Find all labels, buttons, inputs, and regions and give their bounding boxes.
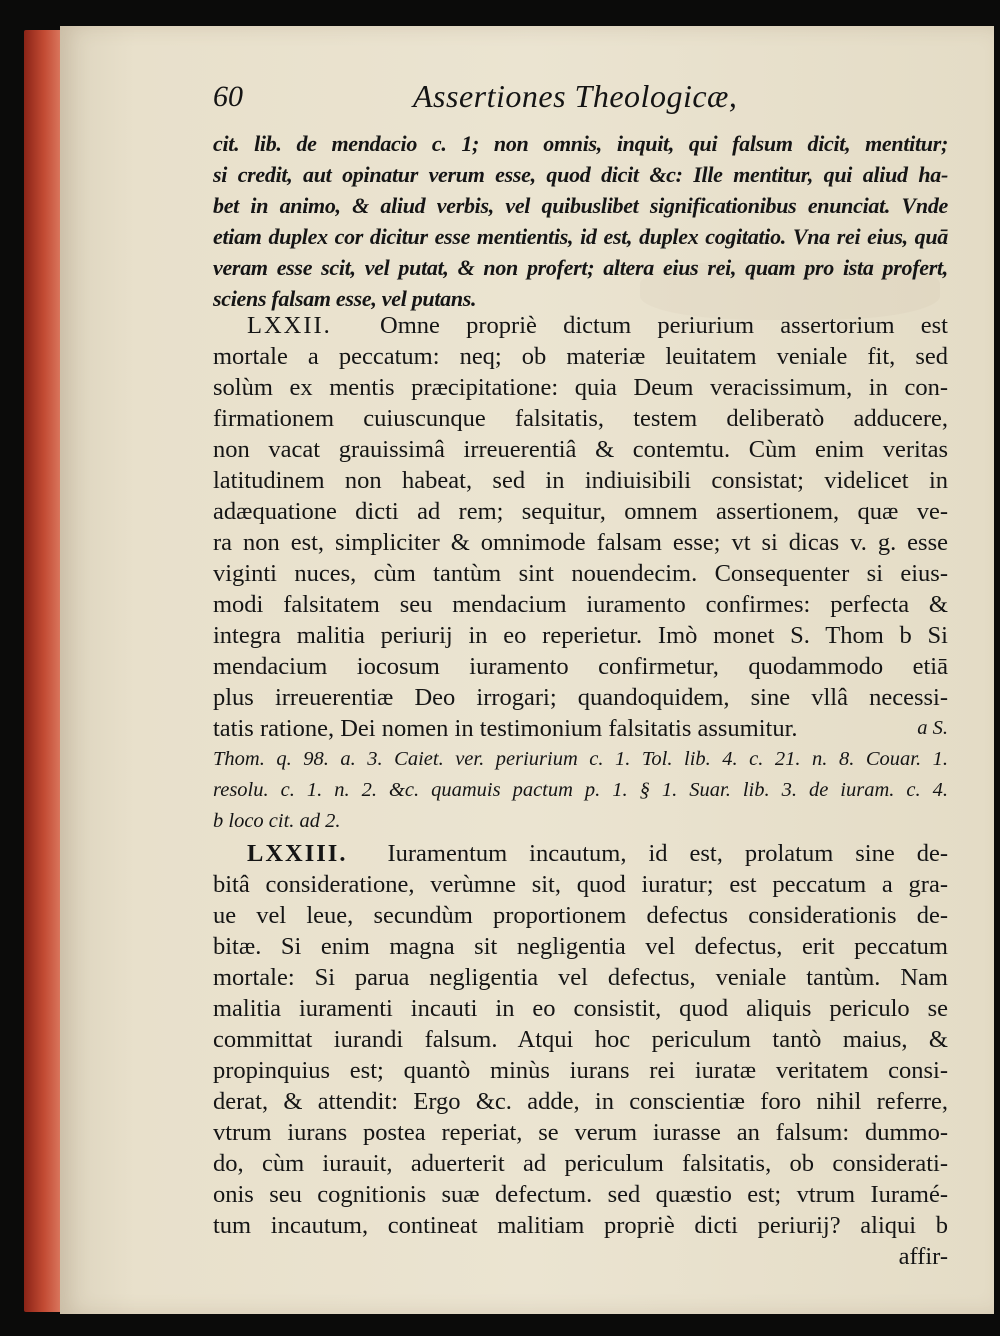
section-lxxiii [213,838,948,1272]
page-header [213,78,973,122]
text-line: latitudinem non habeat, sed in indiuisibili consistat; videlicet in [213,467,948,494]
text-line: derat, & attendit: Ergo &c. adde, in conscientiæ foro nihil referre, [213,1088,948,1115]
running-title: Assertiones Theologicæ, [413,78,738,114]
page-number: 60 [213,80,243,113]
text-line: integra malitia periurij in eo reperietur. Imò monet S. Thom b Si [213,622,948,649]
text-line: cit. lib. de mendacio c. 1; non omnis, inquit, qui falsum dicit, mentitur; [213,131,948,156]
text-line: modi falsitatem seu mendacium iuramento confirmes: perfecta & [213,591,948,618]
text-line: propinquius est; quantò minùs iurans rei iuratæ veritatem consi- [213,1057,948,1084]
text-line: mortale: Si parua negligentia vel defectus, veniale tantùm. Nam [213,964,948,991]
text-line: firmationem cuiuscunque falsitatis, testem deliberatò adducere, [213,405,948,432]
catchword: affir- [898,1243,948,1270]
text-line: si credit, aut opinatur verum esse, quod dicit &c: Ille mentitur, qui aliud ha- [213,162,948,187]
text-line: committat iurandi falsum. Atqui hoc periculum tantò maius, & [213,1026,948,1053]
text-line: vtrum iurans postea reperiat, se verum iurasse an falsum: dummo- [213,1119,948,1146]
text-line: etiam duplex cor dicitur esse mentientis, id est, duplex cogitatio. Vna rei eius, quā [213,224,948,249]
text-line: do, cùm iurauit, aduerterit ad periculum falsitatis, ob considerati- [213,1150,948,1177]
text-line: viginti nuces, cùm tantùm sint nouendecim. Consequenter si eius- [213,560,948,587]
text-line [213,838,948,869]
text-line: sciens falsam esse, vel putans. [213,286,477,311]
citation-line: resolu. c. 1. n. 2. &c. quamuis pactum p. 1. § 1. Suar. lib. 3. de iuram. c. 4. [213,779,948,801]
text-line: bet in animo, & aliud verbis, vel quibuslibet significationibus enunciat. Vnde [213,193,948,218]
text-line: solùm ex mentis præcipitatione: quia Deum veracissimum, in con- [213,374,948,401]
text-line: veram esse scit, vel putat, & non profert; altera eius rei, quam pro ista profert, [213,255,948,280]
section-first-line: Iuramentum incautum, id est, prolatum sine de- [387,840,948,867]
section-number: LXXIII. [247,840,348,867]
section-lxxii [213,310,948,837]
section-last-line: tatis ratione, Dei nomen in testimonium falsitatis assumitur. [213,715,798,742]
section-first-line: Omne propriè dictum periurium assertorium est [380,312,948,339]
text-line: mendacium iocosum iuramento confirmetur, quodammodo etiā [213,653,948,680]
citation-line: Thom. q. 98. a. 3. Caiet. ver. periurium c. 1. Tol. lib. 4. c. 21. n. 8. Couar. 1. [213,748,948,770]
intro-quotation [213,128,948,314]
text-line [213,310,948,341]
section-number: LXXII. [247,312,332,339]
text-line: ra non est, simpliciter & omnimode falsam esse; vt si dicas v. g. esse [213,529,948,556]
text-line: non vacat grauissimâ irreuerentiâ & contemtu. Cùm enim veritas [213,436,948,463]
text-line: malitia iuramenti incauti in eo consistit, quod aliquis periculo se [213,995,948,1022]
text-line [213,713,948,744]
text-line: tum incautum, contineat malitiam propriè dicti periurij? aliqui b [213,1212,948,1239]
citation-line: b loco cit. ad 2. [213,810,341,832]
text-line: ue vel leue, secundùm proportionem defectus considerationis de- [213,902,948,929]
text-line: onis seu cognitionis suæ defectum. sed quæstio est; vtrum Iuramé- [213,1181,948,1208]
text-line: adæquatione dicti ad rem; sequitur, omnem assertionem, quæ ve- [213,498,948,525]
margin-note-ref: a S. [917,717,948,739]
text-line: mortale a peccatum: neq; ob materiæ leuitatem veniale fit, sed [213,343,948,370]
text-line: bitâ consideratione, verùmne sit, quod iuratur; est peccatum a gra- [213,871,948,898]
text-line: plus irreuerentiæ Deo irrogari; quandoquidem, sine vllâ necessi- [213,684,948,711]
text-line: bitæ. Si enim magna sit negligentia vel defectus, erit peccatum [213,933,948,960]
